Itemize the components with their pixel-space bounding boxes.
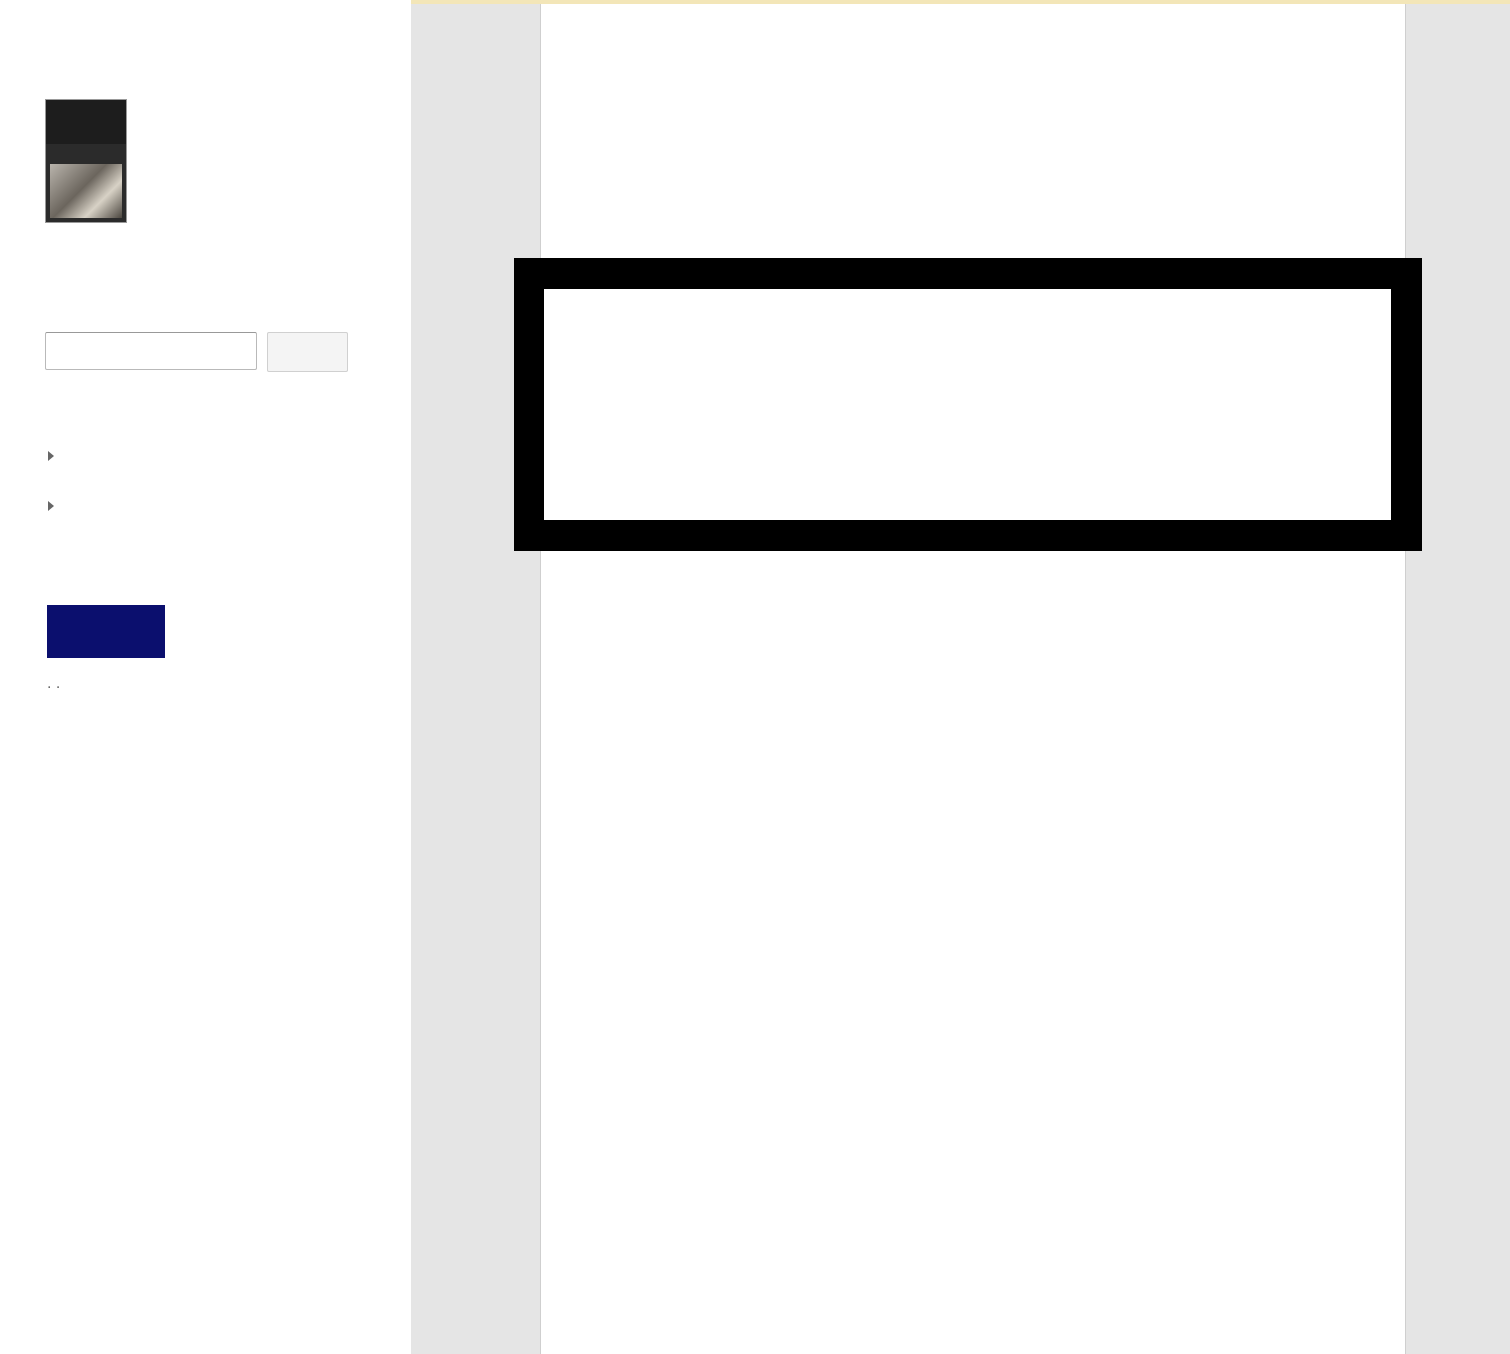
search-in-book-input[interactable]	[45, 332, 257, 370]
book-cover-thumbnail[interactable]	[45, 99, 127, 223]
expand-triangle-icon	[48, 501, 54, 511]
sidebar	[0, 0, 410, 1354]
book-viewer[interactable]	[411, 0, 1510, 1354]
cover-photo	[50, 164, 122, 218]
expand-triangle-icon	[48, 451, 54, 461]
cover-author	[46, 102, 126, 116]
permission-notice: . .	[47, 675, 61, 692]
nav-my-library[interactable]	[48, 447, 64, 468]
book-page	[540, 4, 1406, 1354]
nav-my-history[interactable]	[48, 497, 64, 518]
running-head	[624, 18, 636, 36]
oxford-university-press-logo[interactable]	[47, 605, 165, 658]
go-button[interactable]	[267, 332, 348, 372]
annotation-box-content	[544, 289, 1391, 520]
annotation-box	[514, 258, 1422, 551]
